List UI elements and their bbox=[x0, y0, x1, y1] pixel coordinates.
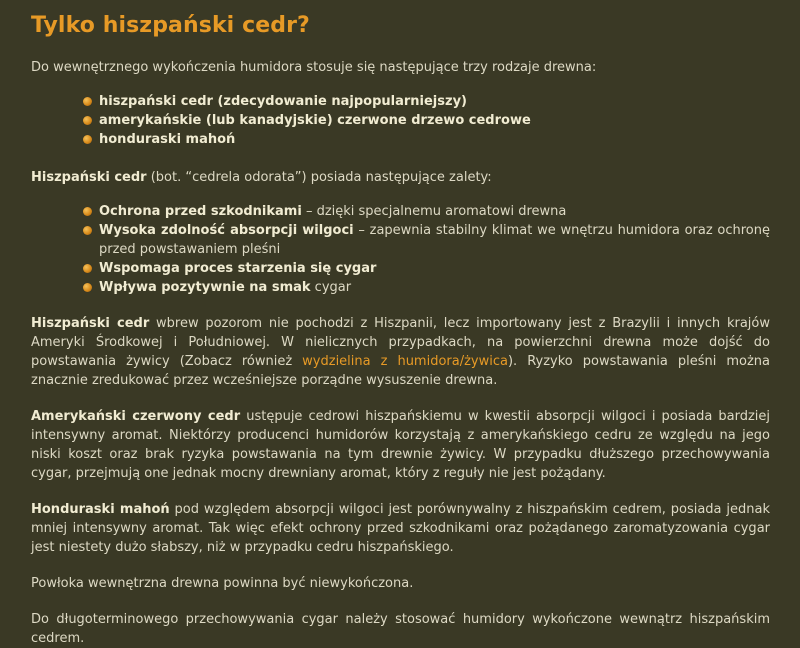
advantage-title: Wysoka zdolność absorpcji wilgoci bbox=[99, 223, 354, 238]
list-item bbox=[97, 221, 770, 259]
american-cedar-bold: Amerykański czerwony cedr bbox=[31, 409, 241, 424]
spanish-cedar-text: (bot. “cedrela odorata”) posiada następujące zalety: bbox=[146, 170, 492, 185]
list-item bbox=[97, 259, 770, 278]
origin-paragraph bbox=[31, 314, 770, 390]
honduras-mahogany-paragraph bbox=[31, 500, 770, 557]
wood-type-label: honduraski mahoń bbox=[99, 132, 236, 147]
spanish-cedar-name: Hiszpański cedr bbox=[31, 170, 147, 185]
wood-type-label: hiszpański cedr (zdecydowanie najpopularniejszy) bbox=[99, 94, 467, 109]
list-item bbox=[97, 130, 770, 149]
list-item bbox=[97, 92, 770, 111]
origin-text-2: ). Ryzyko powstawania pleśni można znacznie zredukować przez wcześniejsze porządne wysuszenie drewna. bbox=[31, 354, 770, 388]
advantage-text: – zapewnia stabilny klimat we wnętrzu humidora oraz ochronę przed powstawaniem pleśni bbox=[99, 223, 771, 257]
intro-paragraph: Do wewnętrznego wykończenia humidora stosuje się następujące trzy rodzaje drewna: bbox=[31, 60, 597, 75]
american-cedar-text: ustępuje cedrowi hiszpańskiemu w kwestii absorpcji wilgoci i posiada bardziej intensywny aromat. Niektórzy producenci humidorów korzystają z amerykańskiego cedru ze względu na jego niski koszt oraz brak ryzyka powstawania na tym drewnie żywicy. W przypadku dłuższego przechowywania cygar, przejmują one jednak mocny drewniany aromat, który z reguły nie jest pożądany. bbox=[31, 409, 770, 481]
bullet-icon bbox=[83, 283, 92, 292]
list-item bbox=[97, 202, 770, 221]
bullet-icon bbox=[83, 97, 92, 106]
longterm-paragraph: Do długoterminowego przechowywania cygar należy stosować humidory wykończone wewnątrz hiszpańskim cedrem. bbox=[31, 612, 770, 646]
page-title: Tylko hiszpański cedr? bbox=[31, 13, 310, 38]
bullet-icon bbox=[83, 207, 92, 216]
list-item bbox=[97, 278, 770, 297]
advantage-title: Wspomaga proces starzenia się cygar bbox=[99, 261, 377, 276]
advantages-list bbox=[31, 202, 770, 297]
wood-types-list bbox=[31, 92, 770, 149]
american-cedar-paragraph bbox=[31, 407, 770, 483]
advantage-text: – dzięki specjalnemu aromatowi drewna bbox=[301, 204, 567, 219]
honduras-mahogany-bold: Honduraski mahoń bbox=[31, 502, 170, 517]
advantage-text: cygar bbox=[310, 280, 352, 295]
resin-link[interactable]: wydzielina z humidora/żywica bbox=[302, 354, 508, 369]
advantage-title: Wpływa pozytywnie na smak bbox=[99, 280, 311, 295]
honduras-mahogany-text: pod względem absorpcji wilgoci jest porównywalny z hiszpańskim cedrem, posiada jednak mniej intensywny aromat. Tak więc efekt ochrony przed szkodnikami oraz pożądanego zaromatyzowania cygar jest niestety dużo słabszy, niż w przypadku cedru hiszpańskiego. bbox=[31, 502, 770, 555]
coating-paragraph: Powłoka wewnętrzna drewna powinna być niewykończona. bbox=[31, 576, 414, 591]
bullet-icon bbox=[83, 135, 92, 144]
spanish-cedar-paragraph bbox=[31, 168, 770, 187]
bullet-icon bbox=[83, 264, 92, 273]
advantage-title: Ochrona przed szkodnikami bbox=[99, 204, 302, 219]
wood-type-label: amerykańskie (lub kanadyjskie) czerwone drzewo cedrowe bbox=[99, 113, 531, 128]
bullet-icon bbox=[83, 226, 92, 235]
list-item bbox=[97, 111, 770, 130]
origin-text-1: wbrew pozorom nie pochodzi z Hiszpanii, lecz importowany jest z Brazylii i innych krajów Ameryki Środkowej i Południowej. W nielicznych przypadkach, na powierzchni drewna może dojść do powstawania żywicy (Zobacz również bbox=[31, 316, 771, 369]
bullet-icon bbox=[83, 116, 92, 125]
origin-bold: Hiszpański cedr bbox=[31, 316, 150, 331]
